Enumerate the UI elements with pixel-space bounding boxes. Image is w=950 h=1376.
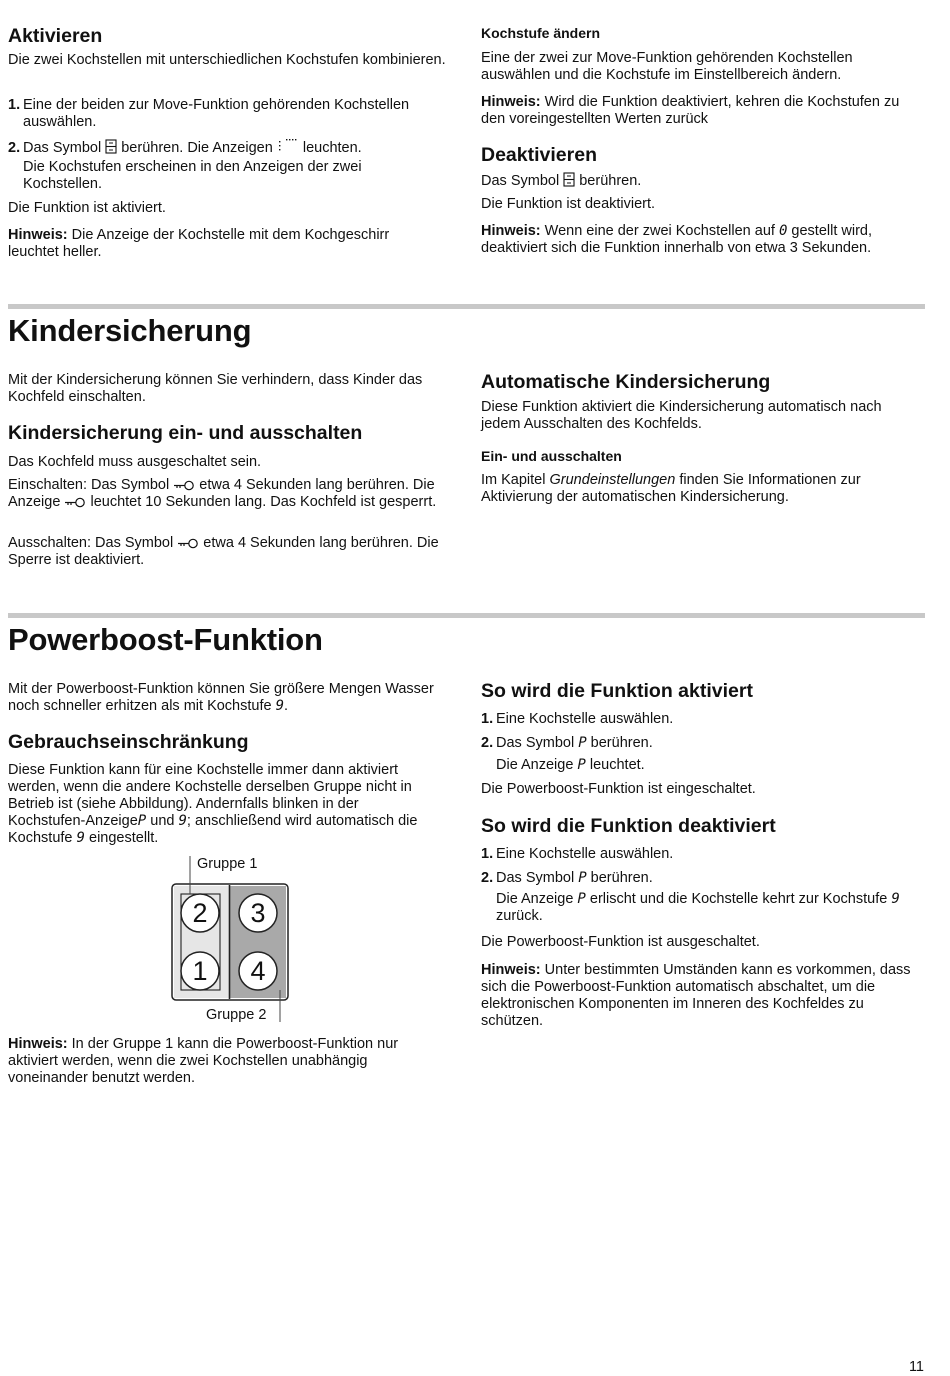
move-function-icon <box>105 139 117 154</box>
kindersicherung-subheading: Kindersicherung ein- und ausschalten <box>8 422 363 444</box>
text: eingestellt. <box>89 830 159 846</box>
gebrauch-text <box>8 762 440 847</box>
step-text: Die Anzeige <box>496 891 574 907</box>
key-lock-icon <box>64 497 86 508</box>
note-label: Hinweis: <box>481 223 541 239</box>
hob-diagram-graphic <box>150 850 310 1030</box>
text: berühren. <box>579 173 642 189</box>
step-number: 1. <box>481 711 494 727</box>
text: Diese Funktion kann für eine Kochstelle immer dann aktiviert werden, wenn die andere Kochstelle derselben Gruppe nicht in Betrieb ist (siehe Abbildung). Andernfalls blinken in der Kochstufen-Anzeige <box>8 762 412 829</box>
aktiviert-heading: So wird die Funktion aktiviert <box>481 680 753 702</box>
step-text: berühren. Die Anzeigen <box>121 140 273 156</box>
aktivieren-heading: Aktivieren <box>8 25 103 47</box>
note-label: Hinweis: <box>8 227 68 243</box>
text: Im Kapitel <box>481 472 546 488</box>
zone-label: 4 <box>250 956 266 986</box>
note-label: Hinweis: <box>8 1036 68 1052</box>
powerboost-heading: Powerboost-Funktion <box>8 622 323 657</box>
kochstufe-note <box>481 94 921 128</box>
note-text: gestellt wird, deaktiviert sich die Funktion innerhalb von etwa 3 Sekunden. <box>481 223 873 256</box>
deaktiviert-step-2 <box>481 870 942 887</box>
text: . <box>284 698 289 714</box>
zone-label: 2 <box>192 898 208 928</box>
kindersicherung-p2 <box>8 477 448 511</box>
powerboost-intro <box>8 681 454 715</box>
deaktiviert-step-2-detail <box>481 891 926 925</box>
seven-segment-nine: 9 <box>178 813 187 829</box>
note-label: Hinweis: <box>481 962 541 978</box>
group-2-label: Gruppe 2 <box>206 1007 267 1023</box>
step-number: 2. <box>8 140 21 156</box>
note-text: Die Anzeige der Kochstelle mit dem Kochgeschirr leuchtet heller. <box>8 227 390 260</box>
text: leuchtet 10 Sekunden lang. Das Kochfeld ist gesperrt. <box>90 494 437 510</box>
display-dots-icon <box>277 139 299 154</box>
kochstufe-text: Eine der zwei zur Move-Funktion gehörenden Kochstellen auswählen und die Kochstufe im Einstellbereich ändern. <box>481 50 853 83</box>
powerboost-note <box>8 1036 440 1087</box>
step-text: Eine Kochstelle auswählen. <box>496 711 674 727</box>
seven-segment-p: P <box>578 735 587 751</box>
seven-segment-zero: 0 <box>778 223 788 239</box>
auto-kindersicherung-p <box>481 472 911 506</box>
text: Das Symbol <box>481 173 560 189</box>
step-number: 1. <box>8 97 21 113</box>
step-text: berühren. <box>590 870 653 886</box>
key-lock-icon <box>173 480 195 491</box>
page-number: 11 <box>908 1359 924 1375</box>
step-text: leuchten. <box>302 140 362 156</box>
deaktiviert-step-1 <box>481 846 942 863</box>
step-text: Die Anzeige <box>496 757 574 773</box>
section-divider <box>8 304 925 309</box>
step-number: 2. <box>481 735 494 751</box>
step-text: Das Symbol <box>23 140 102 156</box>
text: ; anschließend wird automatisch die Kochstufe <box>8 813 418 846</box>
text: etwa 4 Sekunden lang berühren. Die Anzeige <box>8 477 435 510</box>
chapter-reference: Grundeinstellungen <box>549 472 676 488</box>
text: Einschalten: Das Symbol <box>8 477 170 493</box>
zone-label: 3 <box>250 898 266 928</box>
step-text: erlischt und die Kochstelle kehrt zur Kochstufe <box>589 891 888 907</box>
deaktiviert-heading: So wird die Funktion deaktiviert <box>481 815 776 837</box>
aktiviert-step-2-detail <box>481 757 942 774</box>
step-number: 1. <box>481 846 494 862</box>
step-text: zurück. <box>496 908 543 924</box>
step-text: Das Symbol <box>496 735 575 751</box>
kindersicherung-p3 <box>8 535 453 569</box>
step-text: Das Symbol <box>496 870 575 886</box>
deaktivieren-note <box>481 223 921 257</box>
auto-kindersicherung-heading: Automatische Kindersicherung <box>481 371 771 393</box>
kindersicherung-p1: Das Kochfeld muss ausgeschaltet sein. <box>8 454 262 470</box>
note-label: Hinweis: <box>481 94 541 110</box>
text: Mit der Powerboost-Funktion können Sie größere Mengen Wasser noch schneller erhitzen als mit Kochstufe <box>8 681 434 714</box>
note-text: Wenn eine der zwei Kochstellen auf <box>544 223 775 239</box>
aktivieren-note <box>8 227 438 261</box>
move-function-icon <box>563 172 575 187</box>
deaktivieren-line <box>481 172 927 190</box>
powerboost-note-2 <box>481 962 923 1030</box>
hob-group-diagram <box>150 850 310 1030</box>
text: und <box>150 813 175 829</box>
note-text: Wird die Funktion deaktiviert, kehren die Kochstufen zu den voreingestellten Werten zurück <box>481 94 900 127</box>
gebrauch-heading: Gebrauchseinschränkung <box>8 731 249 753</box>
aktivieren-step-2-detail: Die Kochstufen erscheinen in den Anzeigen der zwei Kochstellen. <box>23 159 362 192</box>
text: finden Sie Informationen zur Aktivierung der automatischen Kindersicherung. <box>481 472 861 505</box>
aktivieren-intro: Die zwei Kochstellen mit unterschiedlichen Kochstufen kombinieren. <box>8 52 446 68</box>
note-text: Unter bestimmten Umständen kann es vorkommen, dass sich die Powerboost-Funktion automatisch abschaltet, um die elektronischen Komponenten im Inneren des Kochfeldes zu schützen. <box>481 962 911 1029</box>
aktivieren-step-1 <box>8 97 455 131</box>
auto-kindersicherung-text: Diese Funktion aktiviert die Kindersicherung automatisch nach jedem Ausschalten des Kochfelds. <box>481 399 882 432</box>
aktiviert-result: Die Powerboost-Funktion ist eingeschaltet. <box>481 781 756 797</box>
aktiviert-step-2 <box>481 735 942 752</box>
step-text: berühren. <box>590 735 653 751</box>
aktivieren-result: Die Funktion ist aktiviert. <box>8 200 166 216</box>
step-text: Eine Kochstelle auswählen. <box>496 846 674 862</box>
seven-segment-nine: 9 <box>76 830 85 846</box>
zone-label: 1 <box>192 956 208 986</box>
step-text: leuchtet. <box>589 757 645 773</box>
seven-segment-p: P <box>577 891 586 907</box>
step-number: 2. <box>481 870 494 886</box>
note-text: In der Gruppe 1 kann die Powerboost-Funktion nur aktiviert werden, wenn die zwei Kochstellen unabhängig voneinander benutzt werden. <box>8 1036 399 1086</box>
seven-segment-nine: 9 <box>275 698 285 714</box>
deaktivieren-result: Die Funktion ist deaktiviert. <box>481 196 656 212</box>
key-lock-icon <box>177 538 199 549</box>
deaktiviert-result: Die Powerboost-Funktion ist ausgeschaltet. <box>481 934 760 950</box>
text: Ausschalten: Das Symbol <box>8 535 174 551</box>
group-1-label: Gruppe 1 <box>197 856 258 872</box>
step-text: Eine der beiden zur Move-Funktion gehörenden Kochstellen auswählen. <box>23 97 410 130</box>
section-divider <box>8 613 925 618</box>
seven-segment-p: P <box>578 870 587 886</box>
seven-segment-p: P <box>577 757 586 773</box>
ein-ausschalten-heading: Ein- und ausschalten <box>481 448 622 464</box>
seven-segment-nine: 9 <box>891 891 900 907</box>
kindersicherung-intro: Mit der Kindersicherung können Sie verhindern, dass Kinder das Kochfeld einschalten. <box>8 372 423 405</box>
deaktivieren-heading: Deaktivieren <box>481 144 597 166</box>
seven-segment-p: P <box>137 813 147 829</box>
aktivieren-step-2 <box>8 139 455 157</box>
kindersicherung-heading: Kindersicherung <box>8 313 252 348</box>
kochstufe-heading: Kochstufe ändern <box>481 25 601 41</box>
text: etwa 4 Sekunden lang berühren. Die Sperre ist deaktiviert. <box>8 535 439 568</box>
aktiviert-step-1 <box>481 711 942 728</box>
